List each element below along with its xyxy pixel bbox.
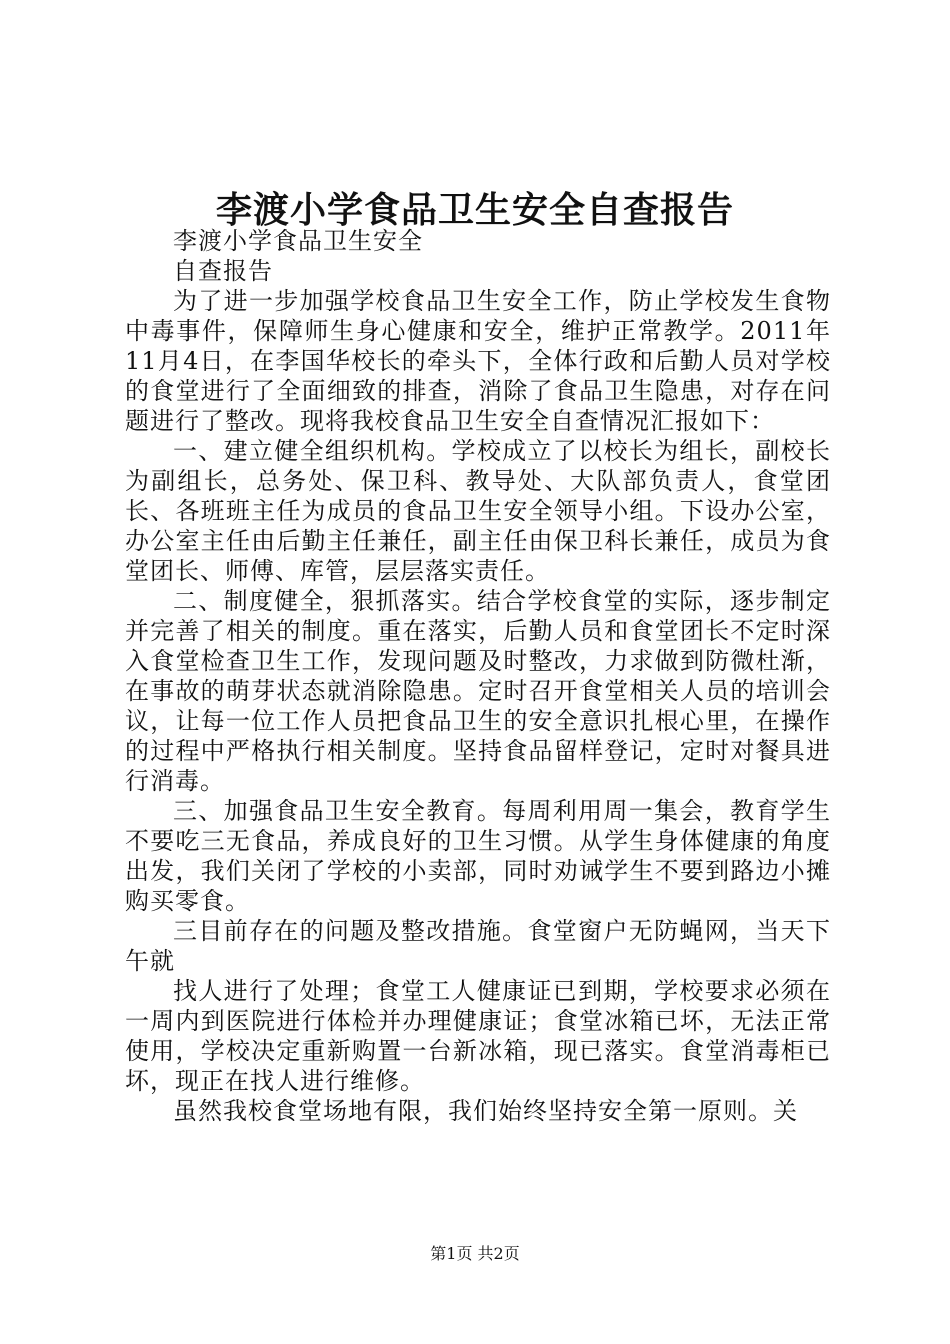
subtitle-line-1: 李渡小学食品卫生安全	[173, 227, 423, 255]
document-body	[125, 226, 831, 1126]
closing-paragraph: 虽然我校食堂场地有限，我们始终坚持安全第一原则。关	[173, 1097, 798, 1125]
subtitle-line-2: 自查报告	[173, 257, 273, 285]
section-4-paragraph: 三目前存在的问题及整改措施。食堂窗户无防蝇网，当天下午就	[125, 917, 831, 975]
section-4-continued-paragraph: 找人进行了处理；食堂工人健康证已到期，学校要求必须在一周内到医院进行体检并办理健康证；食堂冰箱已坏，无法正常使用，学校决定重新购置一台新冰箱，现已落实。食堂消毒柜已坏，现正在找人进行维修。	[125, 977, 831, 1095]
section-2-paragraph: 二、制度健全，狠抓落实。结合学校食堂的实际，逐步制定并完善了相关的制度。重在落实，后勤人员和食堂团长不定时深入食堂检查卫生工作，发现问题及时整改，力求做到防微杜渐，在事故的萌芽状态就消除隐患。定时召开食堂相关人员的培训会议，让每一位工作人员把食品卫生的安全意识扎根心里，在操作的过程中严格执行相关制度。坚持食品留样登记，定时对餐具进行消毒。	[125, 587, 831, 795]
document-title: 李渡小学食品卫生安全自查报告	[215, 189, 734, 231]
intro-paragraph: 为了进一步加强学校食品卫生安全工作，防止学校发生食物中毒事件，保障师生身心健康和安全，维护正常教学。2011年11月4日，在李国华校长的牵头下，全体行政和后勤人员对学校的食堂进行了全面细致的排查，消除了食品卫生隐患，对存在问题进行了整改。现将我校食品卫生安全自查情况汇报如下：	[125, 287, 831, 435]
section-3-paragraph: 三、加强食品卫生安全教育。每周利用周一集会，教育学生不要吃三无食品，养成良好的卫生习惯。从学生身体健康的角度出发，我们关闭了学校的小卖部，同时劝诫学生不要到路边小摊购买零食。	[125, 797, 831, 915]
page-footer: 第1页 共2页	[430, 1244, 520, 1263]
section-1-paragraph: 一、建立健全组织机构。学校成立了以校长为组长，副校长为副组长，总务处、保卫科、教导处、大队部负责人，食堂团长、各班班主任为成员的食品卫生安全领导小组。下设办公室，办公室主任由后勤主任兼任，副主任由保卫科长兼任，成员为食堂团长、师傅、库管，层层落实责任。	[125, 437, 831, 585]
